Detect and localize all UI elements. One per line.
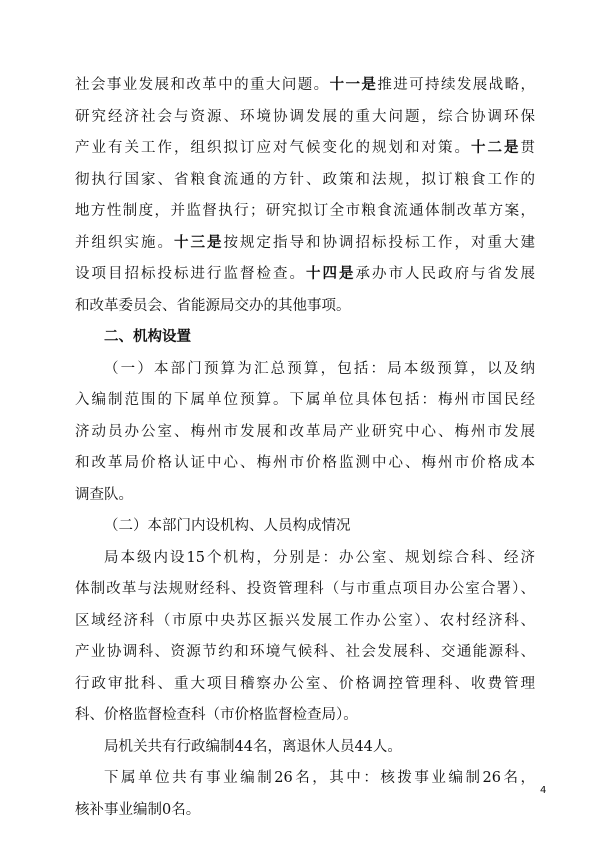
text-segment: 彻执行国家、省粮食流通的方针、政策和法规，拟订粮食工作的 [75, 171, 535, 188]
text-line [75, 102, 535, 134]
text-line [75, 165, 535, 197]
text-line [75, 228, 535, 260]
text-segment: 设项目招标投标进行监督检查。 [75, 266, 306, 282]
text-segment: 产业有关工作，组织拟订应对气候变化的规划和对策。 [75, 140, 471, 156]
text-line [75, 70, 535, 102]
text-segment: 社会事业发展和改革中的重大问题。 [75, 77, 330, 93]
text-segment: 推进可持续发展战略， [377, 77, 536, 93]
text-line: 体制改革与法规财经科、投资管理科（与市重点项目办公室合署）、 [75, 581, 535, 597]
text-line: 调查队。 [75, 486, 133, 503]
responsibilities-continued-paragraph [75, 70, 535, 322]
text-line: （二）本部门内设机构、人员构成情况 [104, 518, 351, 534]
text-line: 局机关共有行政编制44名，离退休人员44人。 [104, 738, 402, 755]
text-line: （一）本部门预算为汇总预算，包括：局本级预算，以及纳 [104, 360, 535, 377]
text-segment: 并组织实施。 [75, 234, 174, 251]
text-segment: 贯 [520, 140, 535, 156]
text-line: 产业协调科、资源节约和环境气候科、社会发展科、交通能源科、 [75, 644, 535, 660]
text-line: 局本级内设15个机构，分别是：办公室、规划综合科、经济 [104, 549, 535, 566]
highlighted-number: 十二是 [471, 140, 521, 156]
text-line: 和改革局价格认证中心、梅州市价格监测中心、梅州市价格成本 [75, 455, 535, 471]
text-line: 下属单位共有事业编制26名，其中：核拨事业编制26名， [104, 770, 535, 786]
text-line: 核补事业编制0名。 [75, 801, 201, 818]
page-content [75, 70, 535, 826]
text-line: 济动员办公室、梅州市发展和改革局产业研究中心、梅州市发展 [75, 423, 535, 440]
text-segment: 承办市人民政府与省发展 [355, 266, 535, 282]
text-line [75, 196, 535, 228]
section-heading: 二、机构设置 [104, 329, 191, 345]
text-segment: 和改革委员会、省能源局交办的其他事项。 [75, 297, 351, 314]
text-line [75, 291, 535, 323]
highlighted-number: 十三是 [174, 234, 224, 251]
text-line: 区域经济科（市原中央苏区振兴发展工作办公室）、农村经济科、 [75, 612, 535, 629]
highlighted-number: 十四是 [306, 266, 356, 282]
text-line: 入编制范围的下属单位预算。下属单位具体包括：梅州市国民经 [75, 392, 535, 408]
organization-section-body [75, 354, 535, 827]
highlighted-number: 十一是 [329, 77, 378, 93]
text-segment: 地方性制度，并监督执行；研究拟订全市粮食流通体制改革方案， [75, 203, 535, 219]
text-line [75, 259, 535, 291]
page-number: 4 [540, 785, 547, 796]
text-segment: 按规定指导和协调招标投标工作，对重大建 [223, 234, 535, 251]
text-segment: 研究经济社会与资源、环境协调发展的重大问题，综合协调环保 [75, 108, 535, 125]
text-line: 科、价格监督检查科（市价格监督检查局）。 [75, 707, 358, 723]
text-line: 行政审批科、重大项目稽察办公室、价格调控管理科、收费管理 [75, 675, 535, 692]
text-line [75, 133, 535, 165]
